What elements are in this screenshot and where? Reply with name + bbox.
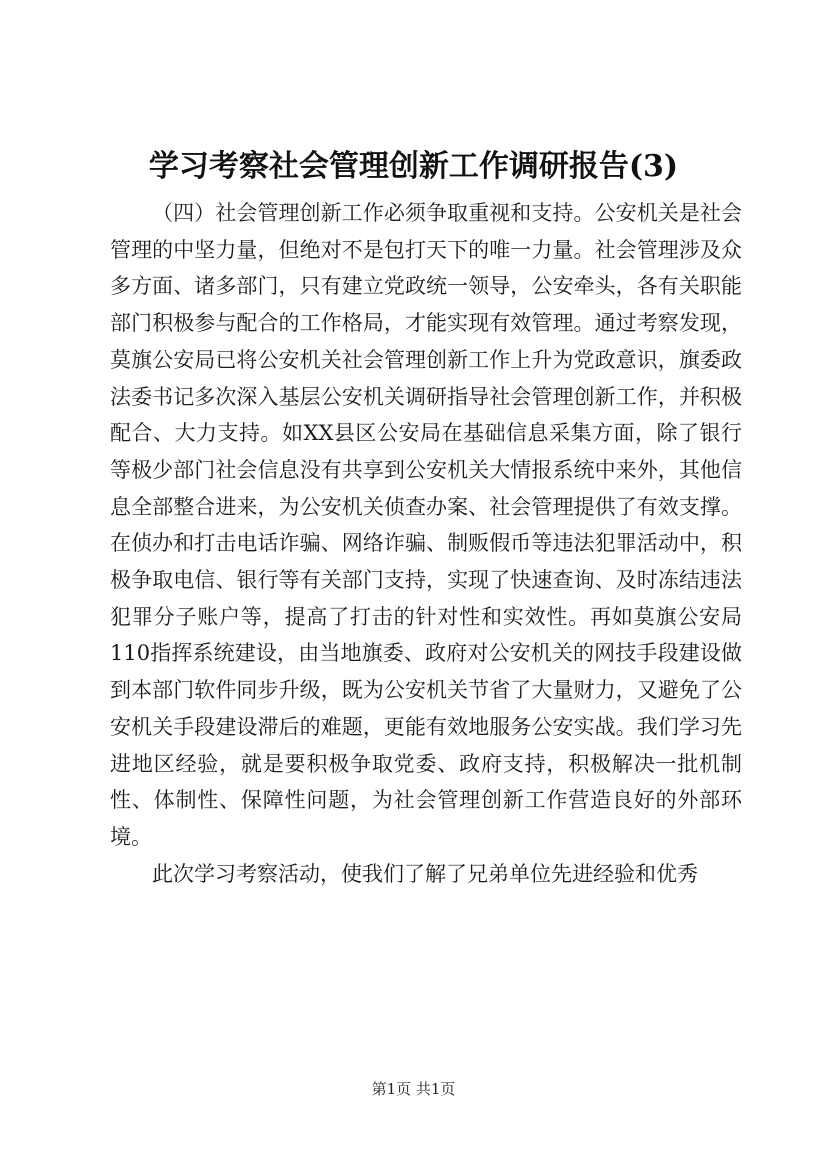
page-number: 第1页 共1页 — [371, 1080, 456, 1098]
paragraph: （四）社会管理创新工作必须争取重视和支持。公安机关是社会管理的中坚力量，但绝对不是包打天下的唯一力量。社会管理涉及众多方面、诸多部门，只有建立党政统一领导，公安牵头，各有关职能部门积极参与配合的工作格局，才能实现有效管理。通过考察发现，莫旗公安局已将公安机关社会管理创新工作上升为党政意识，旗委政法委书记多次深入基层公安机关调研指导社会管理创新工作，并积极配合、大力支持。如XX县区公安局在基础信息采集方面，除了银行等极少部门社会信息没有共享到公安机关大情报系统中来外，其他信息全部整合进来，为公安机关侦查办案、社会管理提供了有效支撑。在侦办和打击电话诈骗、网络诈骗、制贩假币等违法犯罪活动中，积极争取电信、银行等有关部门支持，实现了快速查询、及时冻结违法犯罪分子账户等，提高了打击的针对性和实效性。再如莫旗公安局110指挥系统建设，由当地旗委、政府对公安机关的网技手段建设做到本部门软件同步升级，既为公安机关节省了大量财力，又避免了公安机关手段建设滞后的难题，更能有效地服务公安实战。我们学习先进地区经验，就是要积极争取党委、政府支持，积极解决一批机制性、体制性、保障性问题，为社会管理创新工作营造良好的外部环境。 — [110, 201, 742, 849]
document-body — [110, 195, 742, 892]
document-title: 学习考察社会管理创新工作调研报告(3) — [148, 149, 679, 184]
paragraph: 此次学习考察活动，使我们了解了兄弟单位先进经验和优秀 — [152, 861, 698, 886]
